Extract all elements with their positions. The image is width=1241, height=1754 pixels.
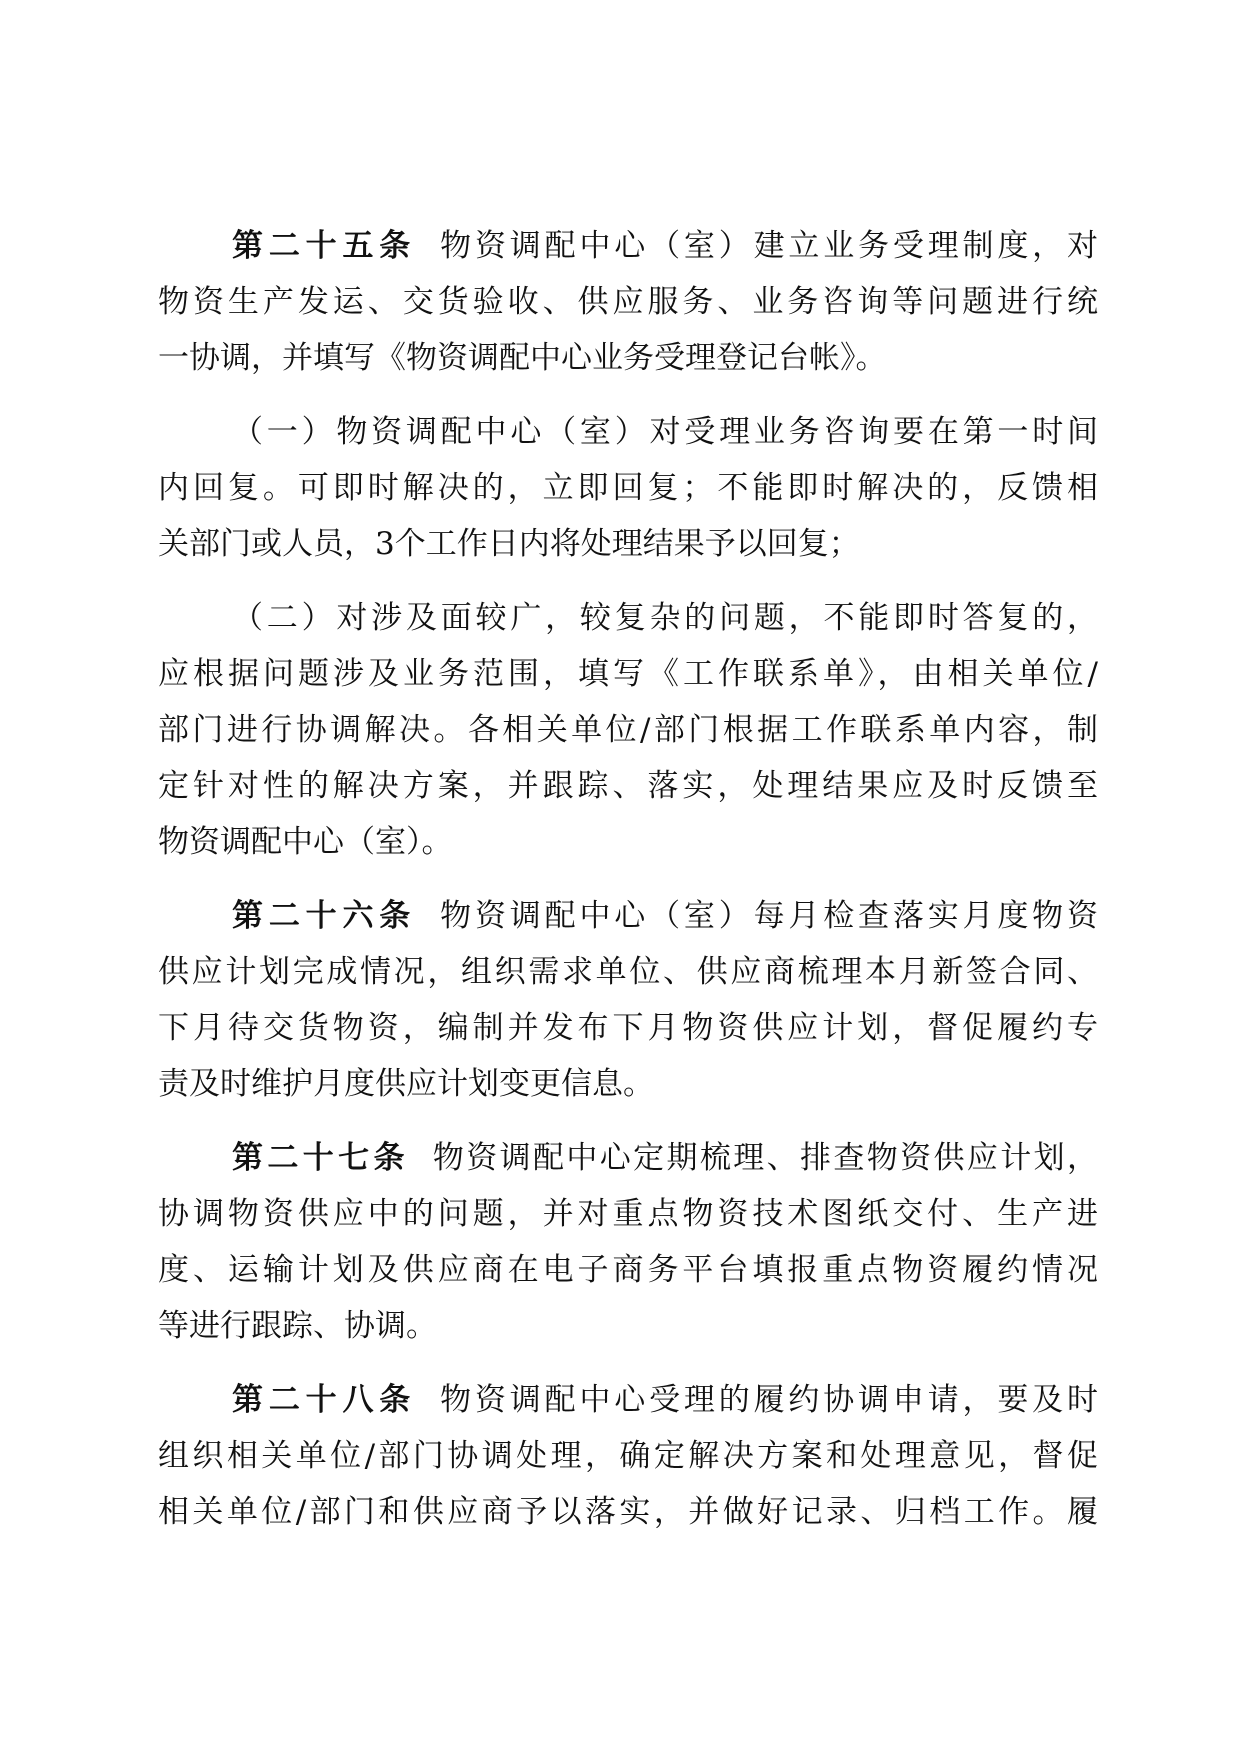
article-27-text: 物资调配中心定期梳理、排查物资供应计划， — [432, 1140, 1098, 1176]
article-27-line-4: 等进行跟踪、协调。 — [158, 1308, 437, 1344]
article-26-text: 物资调配中心（室）每月检查落实月度物资 — [440, 898, 1099, 934]
article-28-line-1 — [232, 1380, 1098, 1420]
article-25-line-3: 一协调，并填写《物资调配中心业务受理登记台帐》。 — [158, 340, 887, 376]
article-27-line-1 — [232, 1138, 1098, 1178]
article-25-line-2: 物资生产发运、交货验收、供应服务、业务咨询等问题进行统 — [158, 284, 1098, 320]
article-28-line-2: 组织相关单位/部门协调处理，确定解决方案和处理意见，督促 — [158, 1438, 1098, 1474]
article-28-line-3: 相关单位/部门和供应商予以落实，并做好记录、归档工作。履 — [158, 1494, 1098, 1530]
article-26-line-3: 下月待交货物资，编制并发布下月物资供应计划，督促履约专 — [158, 1010, 1098, 1046]
article-26-heading: 第二十六条 — [232, 898, 417, 934]
article-27-heading: 第二十七条 — [232, 1140, 409, 1176]
article-26-line-1 — [232, 896, 1098, 936]
article-27-line-3: 度、运输计划及供应商在电子商务平台填报重点物资履约情况 — [158, 1252, 1098, 1288]
item-1-line-2: 内回复。可即时解决的，立即回复；不能即时解决的，反馈相 — [158, 470, 1098, 506]
item-2-line-3: 部门进行协调解决。各相关单位/部门根据工作联系单内容，制 — [158, 712, 1098, 748]
article-28-heading: 第二十八条 — [232, 1382, 417, 1418]
item-2-line-5: 物资调配中心（室）。 — [158, 824, 453, 860]
item-1-line-3: 关部门或人员，3个工作日内将处理结果予以回复； — [158, 526, 860, 562]
article-27-line-2: 协调物资供应中的问题，并对重点物资技术图纸交付、生产进 — [158, 1196, 1098, 1232]
article-26-line-4: 责及时维护月度供应计划变更信息。 — [158, 1066, 654, 1102]
article-25-line-1 — [232, 226, 1098, 266]
item-2-line-4: 定针对性的解决方案，并跟踪、落实，处理结果应及时反馈至 — [158, 768, 1098, 804]
item-2-line-1: （二）对涉及面较广，较复杂的问题，不能即时答复的， — [232, 600, 1098, 636]
article-25-heading: 第二十五条 — [232, 228, 417, 264]
item-2-line-2: 应根据问题涉及业务范围，填写《工作联系单》，由相关单位/ — [158, 656, 1098, 692]
article-28-text: 物资调配中心受理的履约协调申请，要及时 — [440, 1382, 1099, 1418]
article-26-line-2: 供应计划完成情况，组织需求单位、供应商梳理本月新签合同、 — [158, 954, 1098, 990]
article-25-text: 物资调配中心（室）建立业务受理制度，对 — [440, 228, 1099, 264]
item-1-line-1: （一）物资调配中心（室）对受理业务咨询要在第一时间 — [232, 414, 1098, 450]
